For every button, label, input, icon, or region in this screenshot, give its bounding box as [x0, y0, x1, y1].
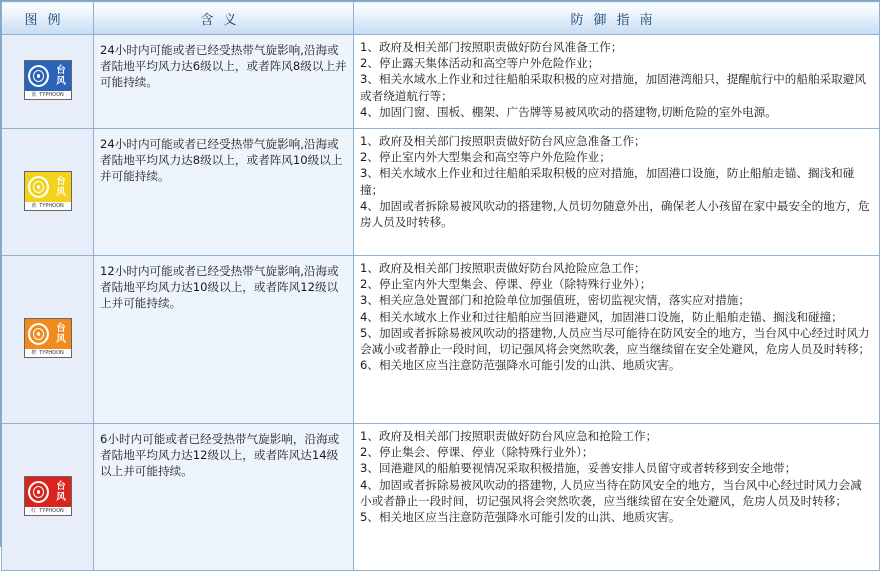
header-legend: 图例 [2, 2, 94, 35]
meaning-cell: 24小时内可能或者已经受热带气旋影响,沿海或者陆地平均风力达6级以上，或者阵风8级以上并可能持续。 [94, 35, 354, 129]
sign-level: 黄 [31, 202, 37, 209]
sign-bottom [25, 91, 71, 99]
guide-item: 5、相关地区应当注意防范强降水可能引发的山洪、地质灾害。 [360, 510, 681, 525]
typhoon-warning-table [1, 1, 880, 571]
guide-item: 4、加固或者拆除易被风吹动的搭建物,人员切勿随意外出，确保老人小孩留在家中最安全的地方，危房人员及时转移。 [360, 198, 870, 230]
swirl-icon [28, 176, 49, 198]
meaning-cell: 6小时内可能或者已经受热带气旋影响，沿海或者陆地平均风力达12级以上，或者阵风达14级以上并可能持续。 [94, 424, 354, 571]
sign-level: 红 [31, 507, 37, 514]
guide-item: 1、政府及相关部门按照职责做好防台风抢险应急工作； [360, 261, 646, 275]
guide-item: 6、相关地区应当注意防范强降水可能引发的山洪、地质灾害。 [360, 358, 681, 373]
sign-chars: 台风 [56, 323, 66, 346]
guide-item: 2、停止露天集体活动和高空等户外危险作业； [360, 56, 600, 71]
table-row-red [2, 424, 880, 571]
legend-cell [2, 424, 94, 571]
guide-item: 4、相关水域水上作业和过往船舶应当回港避风，加固港口设施，防止船舶走锚、搁浅和碰撞； [360, 309, 843, 324]
guide-cell [354, 256, 880, 424]
guide-item: 1、政府及相关部门按照职责做好防台风应急和抢险工作； [360, 429, 658, 443]
sign-en: TYPHOON [39, 350, 64, 357]
sign-level: 橙 [31, 350, 37, 357]
guide-item: 3、相关水域水上作业和过往船舶采取积极的应对措施，加固港口设施，防止船舶走锚、搁浅和碰撞； [360, 166, 855, 197]
table-row-orange [2, 256, 880, 424]
sign-bottom [25, 349, 71, 357]
swirl-icon [28, 65, 49, 87]
guide-item: 3、相关应急处置部门和抢险单位加强值班，密切监视灾情，落实应对措施； [360, 293, 750, 308]
guide-item: 2、停止室内外大型集会、停课、停业（除特殊行业外）； [360, 277, 652, 292]
guide-item: 3、回港避风的船舶要视情况采取积极措施，妥善安排人员留守或者转移到安全地带； [360, 461, 797, 476]
blue-typhoon-warning-icon [24, 60, 72, 100]
sign-en: TYPHOON [39, 92, 64, 99]
header-row [2, 2, 880, 35]
guide-item: 1、政府及相关部门按照职责做好防台风准备工作； [360, 40, 623, 54]
guide-item: 4、加固门窗、围板、棚架、广告牌等易被风吹动的搭建物,切断危险的室外电源。 [360, 104, 777, 119]
table-row-blue [2, 35, 880, 129]
yellow-typhoon-warning-icon [24, 171, 72, 211]
guide-cell [354, 424, 880, 571]
meaning-cell: 12小时内可能或者已经受热带气旋影响,沿海或者陆地平均风力达10级以上，或者阵风12级以上并可能持续。 [94, 256, 354, 424]
red-typhoon-warning-icon [24, 476, 72, 516]
sign-chars: 台风 [56, 65, 66, 88]
guide-item: 3、相关水域水上作业和过往船舶采取积极的应对措施，加固港湾船只，提醒航行中的船舶采取避风或者绕道航行等； [360, 72, 866, 103]
header-guide: 防御指南 [354, 2, 880, 35]
guide-cell [354, 129, 880, 256]
guide-cell [354, 35, 880, 129]
guide-item: 1、政府及相关部门按照职责做好防台风应急准备工作； [360, 134, 646, 148]
legend-cell [2, 256, 94, 424]
guide-item: 2、停止室内外大型集会和高空等户外危险作业； [360, 150, 611, 165]
guide-item: 5、加固或者拆除易被风吹动的搭建物,人员应当尽可能待在防风安全的地方，当台风中心经过时风力会减小或者静止一段时间，切记强风将会突然吹袭，应当继续留在安全处避风，危房人员及时转移； [360, 325, 871, 357]
sign-en: TYPHOON [39, 202, 64, 209]
sign-bottom [25, 507, 71, 515]
sign-chars: 台风 [56, 175, 66, 198]
swirl-icon [28, 323, 49, 345]
sign-bottom [25, 202, 71, 210]
table-row-yellow [2, 129, 880, 256]
legend-cell [2, 35, 94, 129]
swirl-icon [28, 481, 49, 503]
guide-item: 2、停止集会、停课、停业（除特殊行业外）； [360, 445, 594, 460]
meaning-cell: 24小时内可能或者已经受热带气旋影响,沿海或者陆地平均风力达8级以上，或者阵风10级以上并可能持续。 [94, 129, 354, 256]
orange-typhoon-warning-icon [24, 318, 72, 358]
sign-level: 蓝 [31, 92, 37, 99]
legend-cell [2, 129, 94, 256]
sign-en: TYPHOON [39, 507, 64, 514]
sign-chars: 台风 [56, 480, 66, 503]
header-meaning: 含义 [94, 2, 354, 35]
guide-item: 4、加固或者拆除易被风吹动的搭建物, 人员应当待在防风安全的地方，当台风中心经过时风力会减小或者静止一段时间，切记强风将会突然吹袭，应当继续留在安全处避风，危房人员及时转移； [360, 477, 862, 508]
